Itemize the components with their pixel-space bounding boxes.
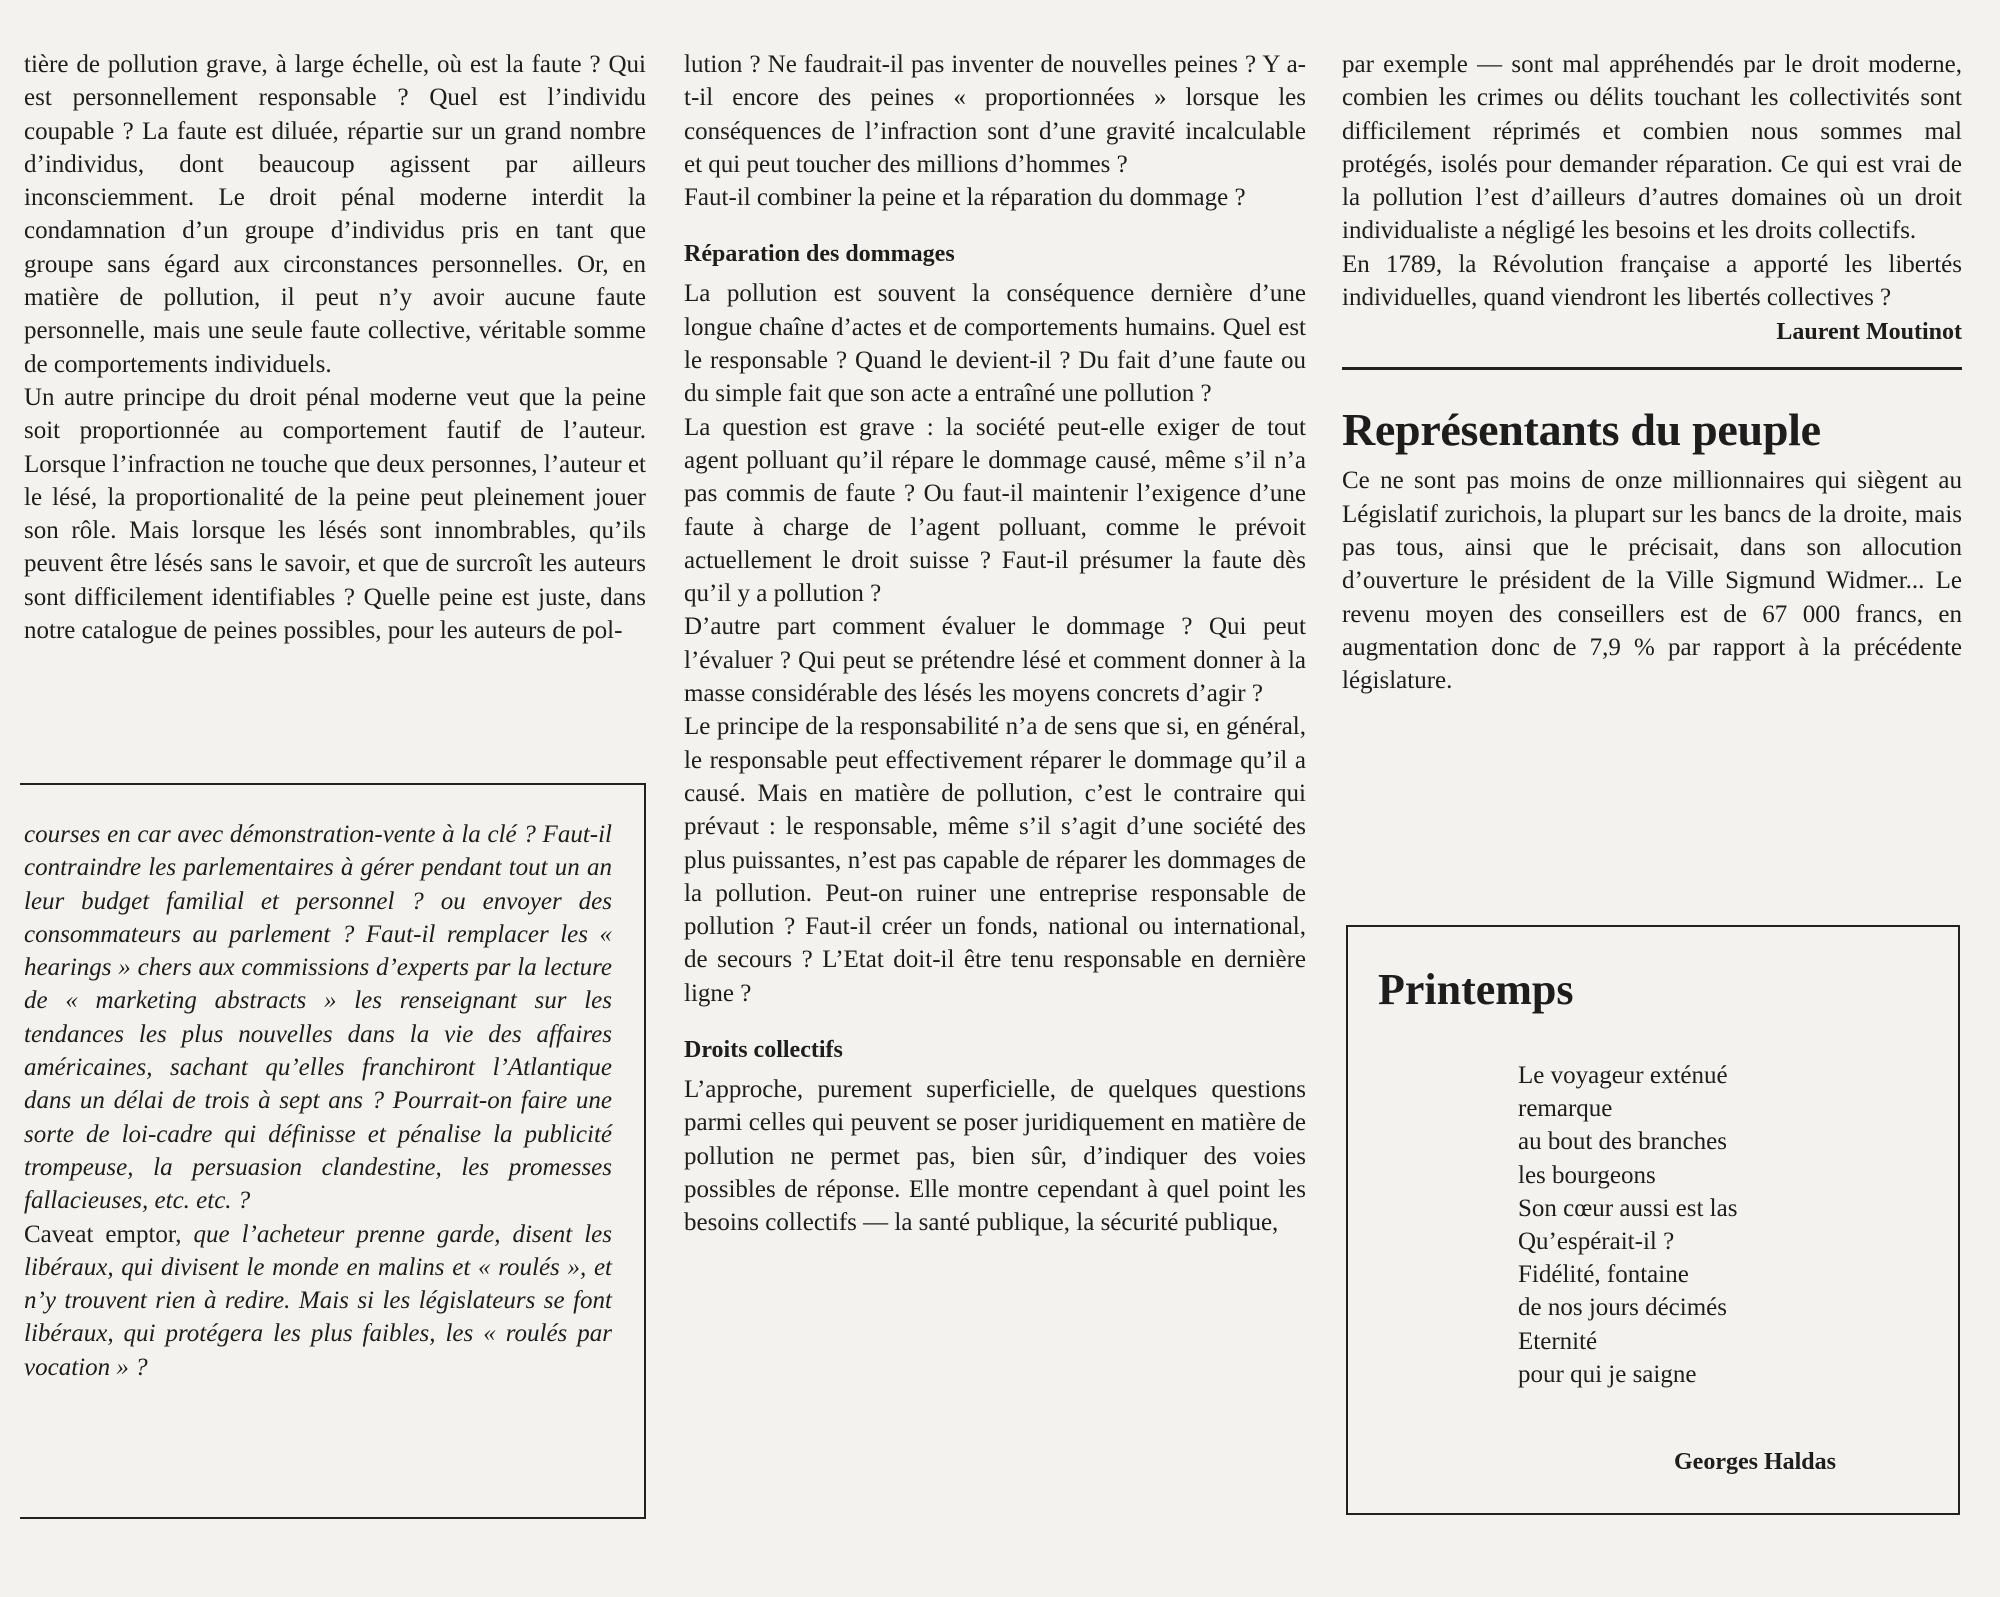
poem-line: Son cœur aussi est las — [1518, 1194, 1738, 1222]
sidebar-box-text — [24, 818, 612, 1384]
paragraph: L’approche, purement superficielle, de quelques questions parmi celles qui peuvent se poser juridiquement en matière de pollution ne permet pas, bien sûr, d’indiquer des voies possibles de réponse. Elle montre cependant à quel point les besoins collectifs — la santé publique, la sécurité publique, — [684, 1076, 1306, 1237]
poem-title: Printemps — [1378, 965, 1574, 1014]
box-paragraph: courses en car avec démonstration-vente à la clé ? Faut-il contraindre les parlementaires à gérer pendant tout un an leur budget familial et personnel ? ou envoyer des consommateurs au parlement ? Faut-il remplacer les « hearings » chers aux commissions d’experts par la lecture de « marketing abstracts » les renseignant sur les tendances les plus nouvelles dans la vie des affaires américaines, sachant qu’elles franchiront l’Atlantique dans un délai de trois à sept ans ? Pourrait-on faire une sorte de loi-cadre qui définisse et pénalise la publicité trompeuse, la persuasion clandestine, les promesses fallacieuses, etc. etc. ? — [24, 821, 612, 1215]
box-paragraph-caveat — [24, 1218, 612, 1384]
poem-line: les bourgeons — [1518, 1161, 1656, 1189]
poem-line: au bout des branches — [1518, 1128, 1727, 1156]
poem-line: Eternité — [1518, 1327, 1598, 1355]
poem-line: pour qui je saigne — [1518, 1360, 1697, 1388]
poem-line: Fidélité, fontaine — [1518, 1261, 1689, 1289]
paragraph: En 1789, la Révolution française a apporté les libertés individuelles, quand viendront les libertés collectives ? — [1342, 250, 1962, 312]
poem-box — [1346, 925, 1960, 1515]
paragraph: La pollution est souvent la conséquence dernière d’une longue chaîne d’actes et de comportements humains. Quel est le responsable ? Quand le devient-il ? Du fait d’une faute ou du simple fait que son acte a entraîné une pollution ? — [684, 280, 1306, 408]
poem-lines — [1518, 1059, 1938, 1391]
paragraph: Un autre principe du droit pénal moderne veut que la peine soit proportionnée au comportement fautif de l’auteur. Lorsque l’infraction ne touche que deux personnes, l’auteur et le lésé, la proportionalité de la peine peut pleinement jouer son rôle. Mais lorsque les lésés sont innombrables, qu’ils peuvent être lésés sans le savoir, et que de surcroît les auteurs sont difficilement identifiables ? Quelle peine est juste, dans notre catalogue de peines possibles, pour les auteurs de pol- — [24, 383, 646, 645]
poem-line: Le voyageur exténué — [1518, 1062, 1728, 1089]
poem-line: de nos jours décimés — [1518, 1294, 1727, 1322]
subheading-droits-collectifs: Droits collectifs — [684, 1037, 843, 1064]
paragraph: par exemple — sont mal appréhendés par le droit moderne, combien les crimes ou délits touchant les collectivités sont difficilement réprimés et combien nous sommes mal protégés, isolés pour demander réparation. Ce qui est vrai de la pollution l’est d’ailleurs d’autres domaines où un droit individualiste a négligé les besoins et les droits collectifs. — [1342, 51, 1962, 245]
paragraph: Le principe de la responsabilité n’a de sens que si, en général, le responsable peut effectivement réparer le dommage qu’il a causé. Mais en matière de pollution, c’est le contraire qui prévaut : le responsable, même s’il s’agit d’une société des plus puissantes, n’est pas capable de réparer les dommages de la pollution. Peut-on ruiner une entreprise responsable de pollution ? Faut-il créer un fonds, national ou international, de secours ? L’Etat doit-il être tenu responsable en dernière ligne ? — [684, 713, 1306, 1007]
poem-line: Qu’espérait-il ? — [1518, 1228, 1675, 1256]
paragraph: lution ? Ne faudrait-il pas inventer de nouvelles peines ? Y a-t-il encore des peines « proportionnées » lorsque les conséquences de l’infraction sont d’une gravité incalculable et qui peut toucher des millions d’hommes ? — [684, 51, 1306, 178]
paragraph: tière de pollution grave, à large échelle, où est la faute ? Qui est personnellement responsable ? Quel est l’individu coupable ? La faute est diluée, répartie sur un grand nombre d’individus, dont beaucoup agissent par ailleurs inconsciemment. Le droit pénal moderne interdit la condamnation d’un groupe d’individus pris en tant que groupe sans égard aux circonstances personnelles. Or, en matière de pollution, il peut n’y avoir aucune faute personnelle, mais une seule faute collective, véritable somme de comportements individuels. — [24, 51, 646, 378]
subheading-reparation: Réparation des dommages — [684, 241, 955, 268]
paragraph: D’autre part comment évaluer le dommage ? Qui peut l’évaluer ? Qui peut se prétendre lésé et comment donner à la masse considérable des lésés les moyens concrets d’agir ? — [684, 613, 1306, 708]
article-column-2 — [684, 48, 1306, 1240]
section-title-representants: Représentants du peuple — [1342, 404, 1821, 456]
article-column-3 — [1342, 48, 1962, 697]
caveat-emptor-phrase: Caveat emptor, — [24, 1220, 182, 1248]
paragraph: Ce ne sont pas moins de onze millionnaires qui siègent au Législatif zurichois, la plupart sur les bancs de la droite, mais pas tous, ainsi que le précisait, dans son allocution d’ouverture le président de la Ville Sigmund Widmer... Le revenu moyen des conseillers est de 67 000 francs, en augmentation donc de 7,9 % par rapport à la précédente législature. — [1342, 467, 1962, 695]
poem-author: Georges Haldas — [1674, 1449, 1836, 1475]
paragraph: Faut-il combiner la peine et la réparation du dommage ? — [684, 184, 1246, 212]
caveat-rest: que l’acheteur prenne garde, disent les libéraux, qui divisent le monde en malins et « roulés », et n’y trouvent rien à redire. Mais si les législateurs se font libéraux, qui protégera les plus faibles, les « roulés par vocation » ? — [24, 1220, 612, 1381]
poem-line: remarque — [1518, 1095, 1613, 1123]
author-signature: Laurent Moutinot — [1776, 319, 1962, 346]
paragraph: La question est grave : la société peut-elle exiger de tout agent polluant qu’il répare le dommage causé, même s’il n’a pas commis de faute ? Ou faut-il maintenir l’exigence d’une faute à charge de l’agent polluant, comme le prévoit actuellement le droit suisse ? Faut-il présumer la faute dès qu’il y a pollution ? — [684, 413, 1306, 608]
article-column-1 — [24, 48, 646, 647]
